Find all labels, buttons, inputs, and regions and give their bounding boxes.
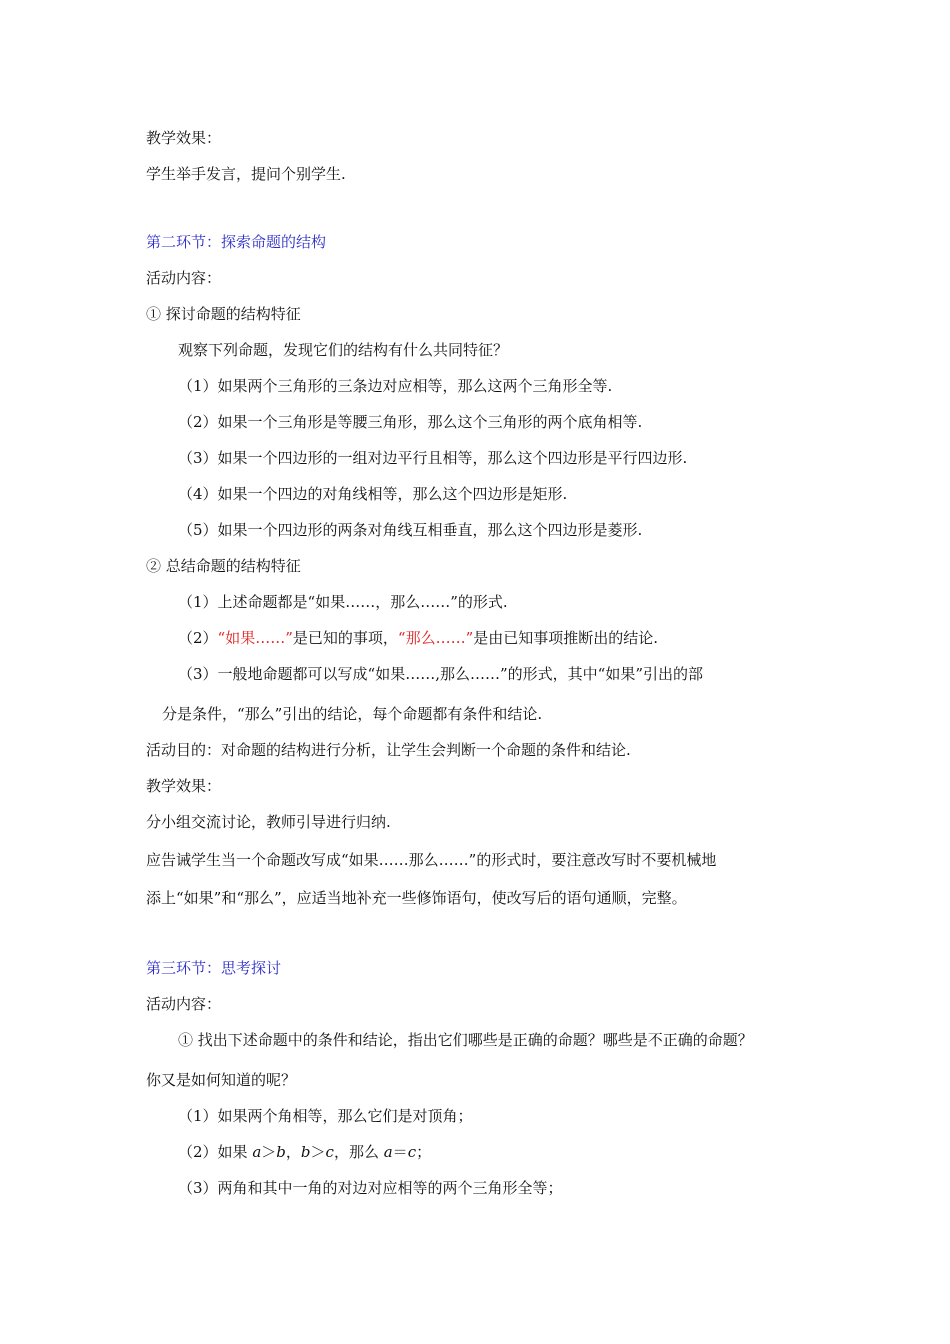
teaching-effect-label-2: 教学效果： [146,777,222,795]
proposition-3: （3）如果一个四边形的一组对边平行且相等，那么这个四边形是平行四边形. [178,449,688,467]
exercise-proposition-1: （1）如果两个角相等，那么它们是对顶角； [178,1107,473,1125]
summary-1-quote-then: 那么……” [390,593,458,611]
greater-than-sign: ＞ [310,1143,326,1161]
advice-line1: 应告诫学生当一个命题改写成“如果……那么……”的形式时，要注意改写时不要机械地 [146,851,717,869]
p2-separator: ， [285,1143,301,1161]
activity-content-label: 活动内容： [146,269,222,287]
item2-title: ② 总结命题的结构特征 [146,557,301,575]
section2-heading: 第二环节：探索命题的结构 [146,233,327,251]
question-line1: ① 找出下述命题中的条件和结论，指出它们哪些是正确的命题？哪些是不正确的命题？ [178,1031,753,1049]
question-line2: 你又是如何知道的呢？ [146,1071,297,1089]
proposition-1: （1）如果两个三角形的三条边对应相等，那么这两个三角形全等. [178,377,613,395]
summary-3-line1: （3）一般地命题都可以写成“如果……,那么……”的形式，其中“如果”引出的部 [178,665,703,683]
var-c: c [407,1143,417,1161]
summary-2-suffix: 是由已知事项推断出的结论. [473,629,659,647]
teaching-effect-text-2: 分小组交流讨论，教师引导进行归纳. [146,813,391,831]
summary-1-quote-if: “如果……， [307,593,391,611]
summary-2-quote-then: “那么……” [397,629,474,647]
var-c: c [325,1143,334,1161]
p2-end: ； [416,1143,432,1161]
greater-than-sign: ＞ [261,1143,277,1161]
var-b: b [276,1143,286,1161]
activity-purpose: 活动目的：对命题的结构进行分析，让学生会判断一个命题的条件和结论. [146,741,631,759]
advice-line2: 添上“如果”和“那么”，应适当地补充一些修饰语句，使改写后的语句通顺，完整。 [146,889,687,907]
summary-2-prefix: （2） [178,629,218,647]
var-b: b [300,1143,311,1161]
var-a: a [383,1143,393,1161]
summary-3-line2: 分是条件，“那么”引出的结论，每个命题都有条件和结论. [162,705,543,723]
p2-prefix: （2）如果 [178,1143,253,1161]
summary-1 [178,592,508,612]
equals-sign: ＝ [392,1143,408,1161]
section3-heading: 第三环节：思考探讨 [146,959,282,977]
exercise-proposition-2 [178,1142,431,1162]
activity-content-label-2: 活动内容： [146,995,222,1013]
summary-1-prefix: （1）上述命题都是 [178,593,308,611]
item1-title: ① 探讨命题的结构特征 [146,305,301,323]
proposition-4: （4）如果一个四边的对角线相等，那么这个四边形是矩形. [178,485,568,503]
summary-2 [178,628,658,648]
summary-2-quote-if: “如果……” [217,629,293,647]
p2-then: ，那么 [333,1143,384,1161]
exercise-proposition-3: （3）两角和其中一角的对边对应相等的两个三角形全等； [178,1179,563,1197]
teaching-effect-text: 学生举手发言，提问个别学生. [146,165,346,183]
teaching-effect-label: 教学效果： [146,129,222,147]
summary-1-suffix: 的形式. [457,593,508,611]
proposition-5: （5）如果一个四边形的两条对角线互相垂直，那么这个四边形是菱形. [178,521,643,539]
observe-prompt: 观察下列命题，发现它们的结构有什么共同特征？ [178,341,509,359]
proposition-2: （2）如果一个三角形是等腰三角形，那么这个三角形的两个底角相等. [178,413,643,431]
summary-2-middle: 是已知的事项， [292,629,398,647]
var-a: a [252,1143,262,1161]
